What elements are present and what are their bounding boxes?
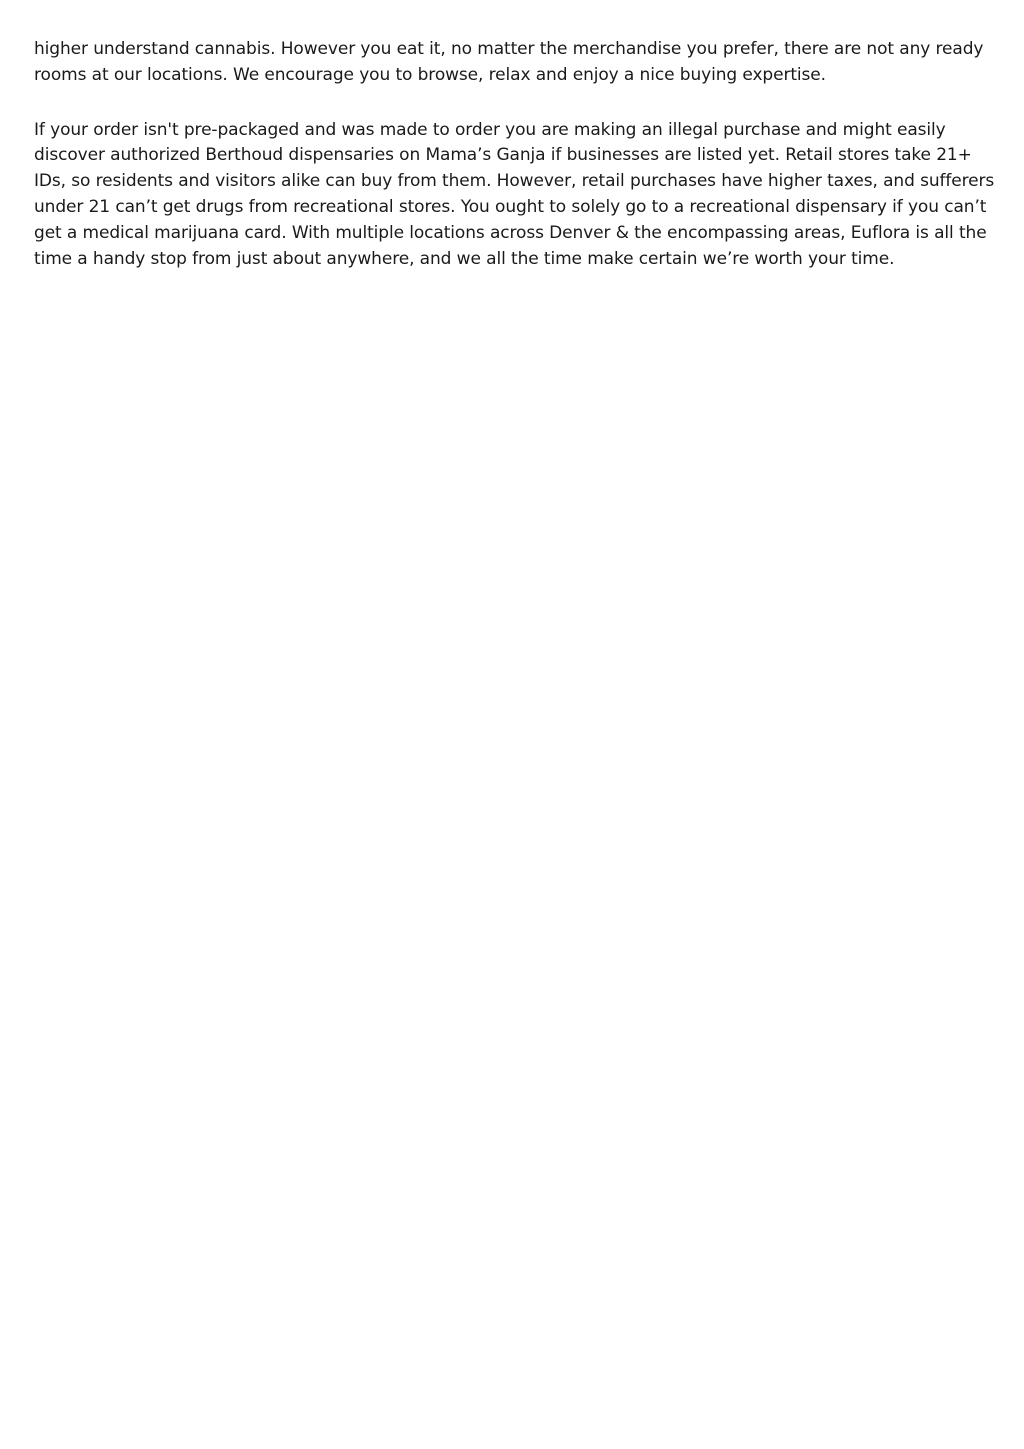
document-body [34, 37, 996, 272]
paragraph-2: If your order isn't pre-packaged and was made to order you are making an illegal purchase and might easily discover authorized Berthoud dispensaries on Mama’s Ganja if businesses are listed yet. Retail stores take 21+ IDs, so residents and visitors alike can buy from them. However, retail purchases have higher taxes, and sufferers under 21 can’t get drugs from recreational stores. You ought to solely go to a recreational dispensary if you can’t get a medical marijuana card. With multiple locations across Denver & the encompassing areas, Euflora is all the time a handy stop from just about anywhere, and we all the time make certain we’re worth your time. [34, 119, 995, 269]
paragraph-1: higher understand cannabis. However you eat it, no matter the merchandise you prefer, there are not any ready rooms at our locations. We encourage you to browse, relax and enjoy a nice buying expertise. [34, 39, 984, 85]
